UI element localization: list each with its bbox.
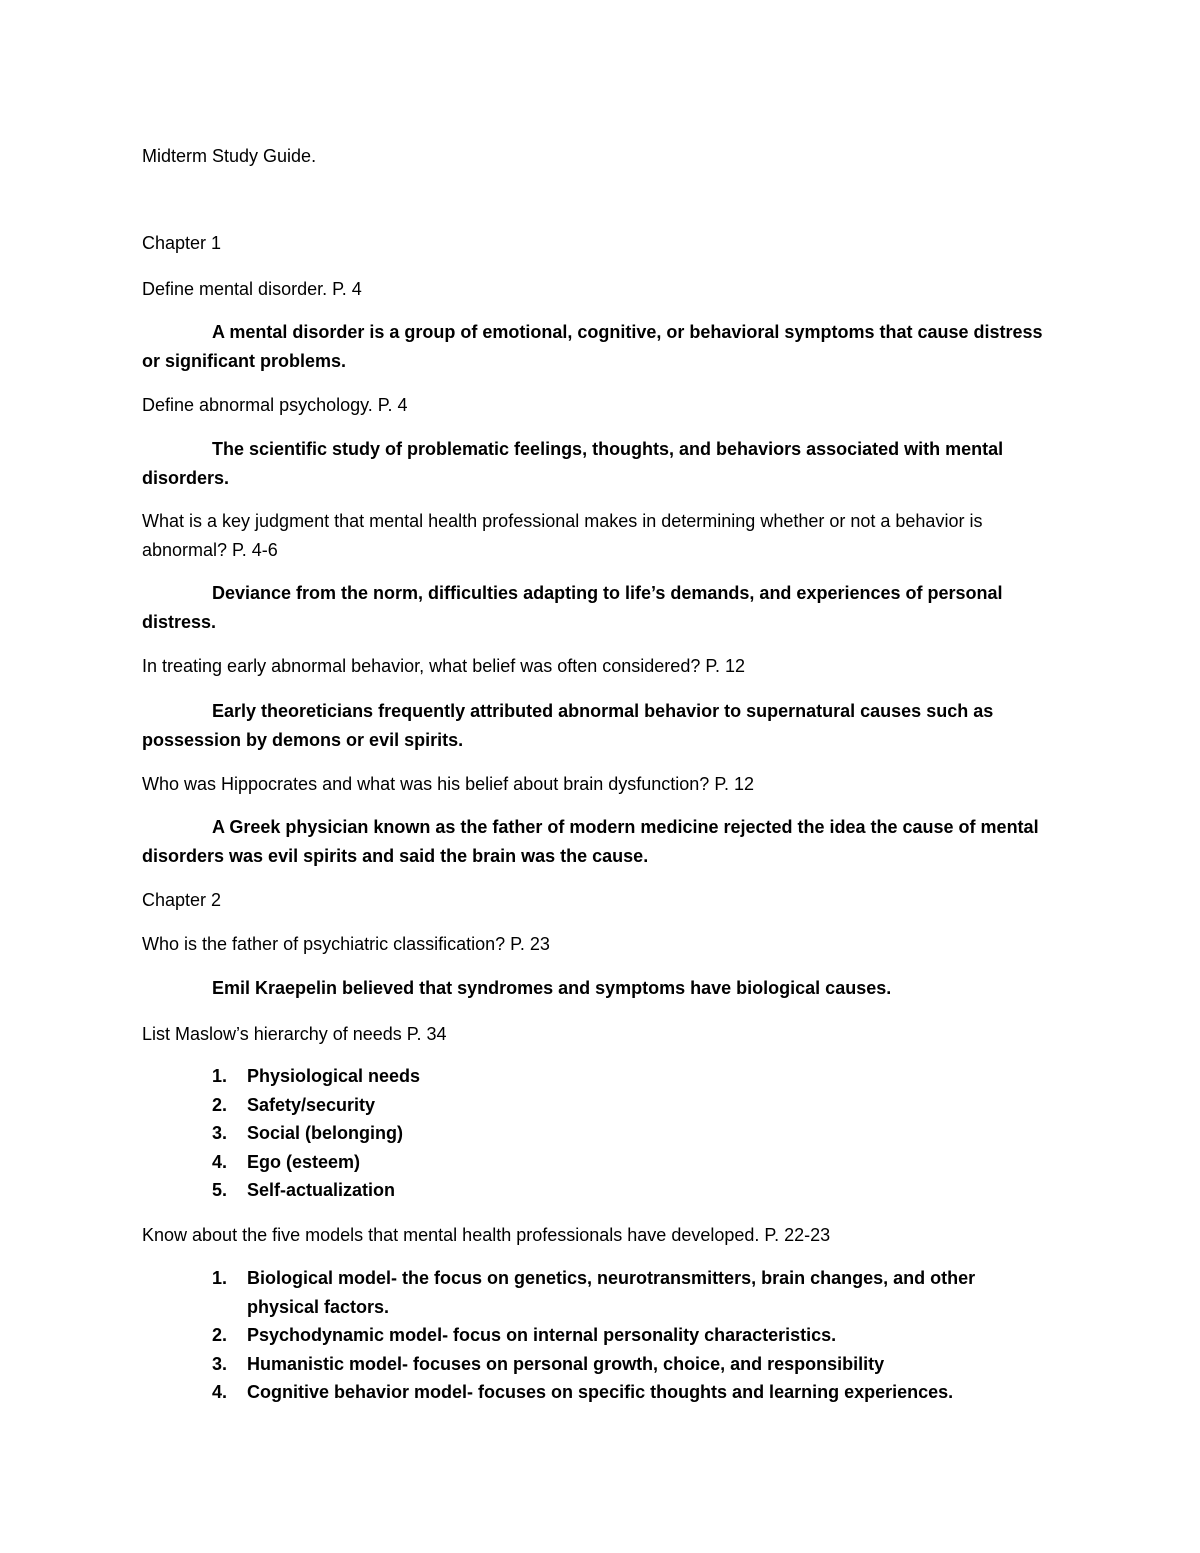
list-number: 1. <box>212 1066 228 1086</box>
chapter-1-heading: Chapter 1 <box>142 233 222 253</box>
list-text: Biological model- the focus on genetics, neurotransmitters, brain changes, and other physical factors. <box>247 1268 976 1317</box>
list-item <box>142 1264 1042 1321</box>
list-text: Social (belonging) <box>247 1123 403 1143</box>
answer-text: A mental disorder is a group of emotional, cognitive, or behavioral symptoms that cause distress or significant problems. <box>142 322 1043 371</box>
question-father-classification: Who is the father of psychiatric classification? P. 23 <box>142 934 550 954</box>
question-hippocrates: Who was Hippocrates and what was his belief about brain dysfunction? P. 12 <box>142 774 755 794</box>
list-item <box>142 1119 1042 1148</box>
question-maslow: List Maslow’s hierarchy of needs P. 34 <box>142 1024 447 1044</box>
list-number: 3. <box>212 1123 228 1143</box>
question-early-belief: In treating early abnormal behavior, what belief was often considered? P. 12 <box>142 656 746 676</box>
answer-text: Deviance from the norm, difficulties adapting to life’s demands, and experiences of personal distress. <box>142 583 1003 632</box>
answer-text: The scientific study of problematic feelings, thoughts, and behaviors associated with mental disorders. <box>142 439 1004 488</box>
maslow-list <box>142 1062 1042 1205</box>
list-number: 2. <box>212 1094 228 1115</box>
list-number: 1. <box>212 1268 228 1288</box>
list-text: Humanistic model- focuses on personal growth, choice, and responsibility <box>247 1353 885 1374</box>
answer-hippocrates <box>142 813 1062 870</box>
list-number: 2. <box>212 1325 228 1345</box>
answer-define-mental-disorder <box>142 318 1062 375</box>
list-text: Safety/security <box>247 1094 376 1115</box>
list-number: 4. <box>212 1382 228 1402</box>
list-item <box>142 1148 1042 1177</box>
chapter-2-heading: Chapter 2 <box>142 890 222 910</box>
answer-early-belief <box>142 697 1062 754</box>
question-define-abnormal-psychology: Define abnormal psychology. P. 4 <box>142 395 408 415</box>
list-text: Self-actualization <box>247 1180 396 1200</box>
list-number: 3. <box>212 1353 228 1374</box>
list-number: 4. <box>212 1151 228 1172</box>
answer-key-judgment <box>142 579 1062 636</box>
question-five-models: Know about the five models that mental health professionals have developed. P. 22-23 <box>142 1225 831 1245</box>
list-item <box>142 1091 1042 1120</box>
list-number: 5. <box>212 1180 228 1200</box>
list-item <box>142 1062 1042 1091</box>
question-define-mental-disorder: Define mental disorder. P. 4 <box>142 279 362 299</box>
answer-text: A Greek physician known as the father of modern medicine rejected the idea the cause of mental disorders was evil spirits and said the brain was the cause. <box>142 817 1039 866</box>
document-title: Midterm Study Guide. <box>142 146 317 166</box>
list-text: Ego (esteem) <box>247 1151 361 1172</box>
list-item <box>142 1378 1042 1407</box>
models-list <box>142 1264 1042 1407</box>
question-key-judgment: What is a key judgment that mental health professional makes in determining whether or not a behavior is abnormal? P. 4-6 <box>142 511 983 560</box>
list-item <box>142 1176 1042 1205</box>
list-item <box>142 1321 1042 1350</box>
list-text: Cognitive behavior model- focuses on specific thoughts and learning experiences. <box>247 1382 954 1402</box>
answer-define-abnormal-psychology <box>142 435 1062 492</box>
list-item <box>142 1350 1042 1379</box>
answer-father-classification: Emil Kraepelin believed that syndromes and symptoms have biological causes. <box>212 978 892 998</box>
list-text: Psychodynamic model- focus on internal personality characteristics. <box>247 1325 837 1345</box>
answer-text: Early theoreticians frequently attributed abnormal behavior to supernatural causes such as possession by demons or evil spirits. <box>142 701 994 750</box>
list-text: Physiological needs <box>247 1066 421 1086</box>
